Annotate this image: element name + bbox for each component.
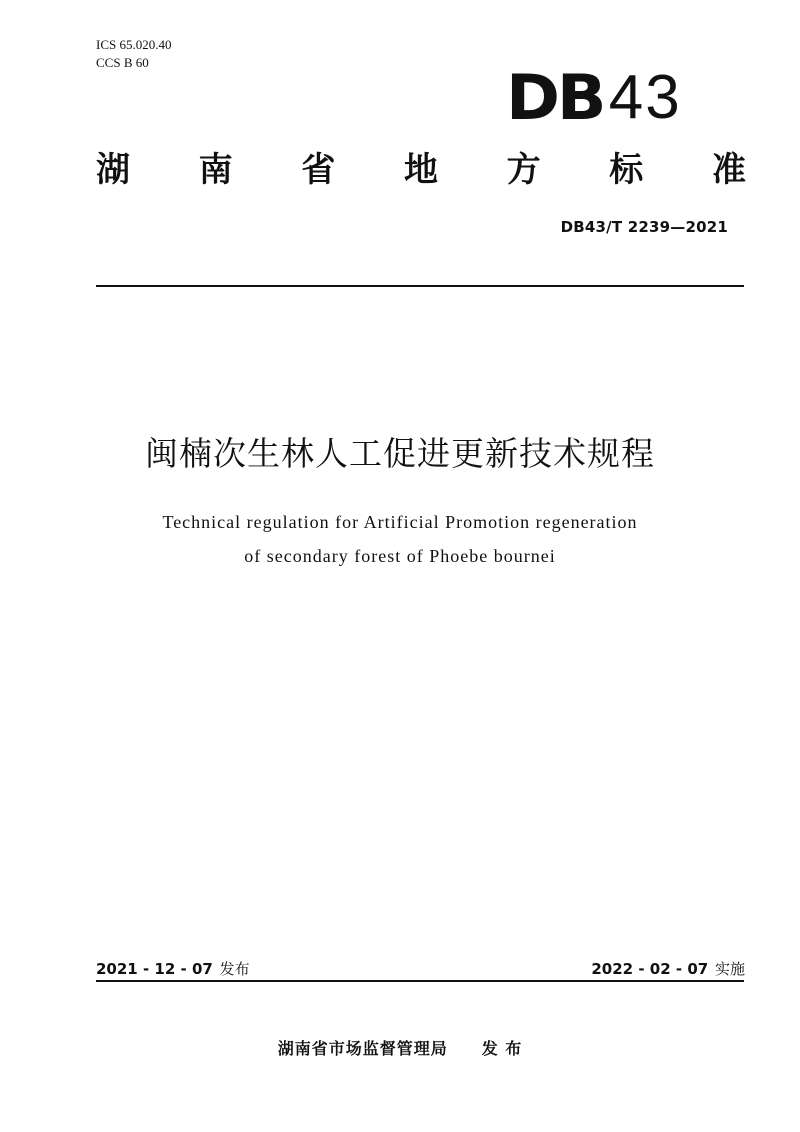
effective-date-label: 实施 [714,960,745,978]
document-title-en-line1: Technical regulation for Artificial Promotion regeneration [162,512,638,532]
standard-type-char: 准 [711,150,746,190]
db-logo-number: 43 [608,63,682,132]
top-divider [96,285,744,287]
document-title-zh: 闽楠次生林人工促进更新技术规程 [145,434,655,473]
document-title-en [0,505,800,573]
ccs-code: CCS B 60 [96,55,149,70]
bottom-divider [96,980,744,982]
publish-date-label: 发布 [219,960,250,978]
publish-date-value: 2021 - 12 - 07 [96,960,213,978]
standard-type-char: 方 [506,150,541,190]
standard-type-char: 标 [609,150,644,190]
db-logo-letters: DB [506,61,604,134]
publish-date [96,958,250,979]
standard-code: DB43/T 2239—2021 [560,218,728,236]
db-logo [506,61,682,134]
standard-type-title [96,148,746,192]
standard-type-char: 湖 [96,150,130,190]
document-title-en-line2: of secondary forest of Phoebe bournei [244,546,556,566]
standard-type-char: 省 [301,150,336,190]
standard-type-char: 南 [198,150,233,190]
publisher-name: 湖南省市场监督管理局 [277,1039,448,1058]
publisher [0,1036,800,1059]
standard-type-char: 地 [403,150,438,190]
ics-code: ICS 65.020.40 [96,37,172,52]
classification-codes [96,36,171,72]
publisher-action: 发 布 [481,1039,523,1058]
effective-date-value: 2022 - 02 - 07 [591,960,709,978]
effective-date [591,958,745,979]
